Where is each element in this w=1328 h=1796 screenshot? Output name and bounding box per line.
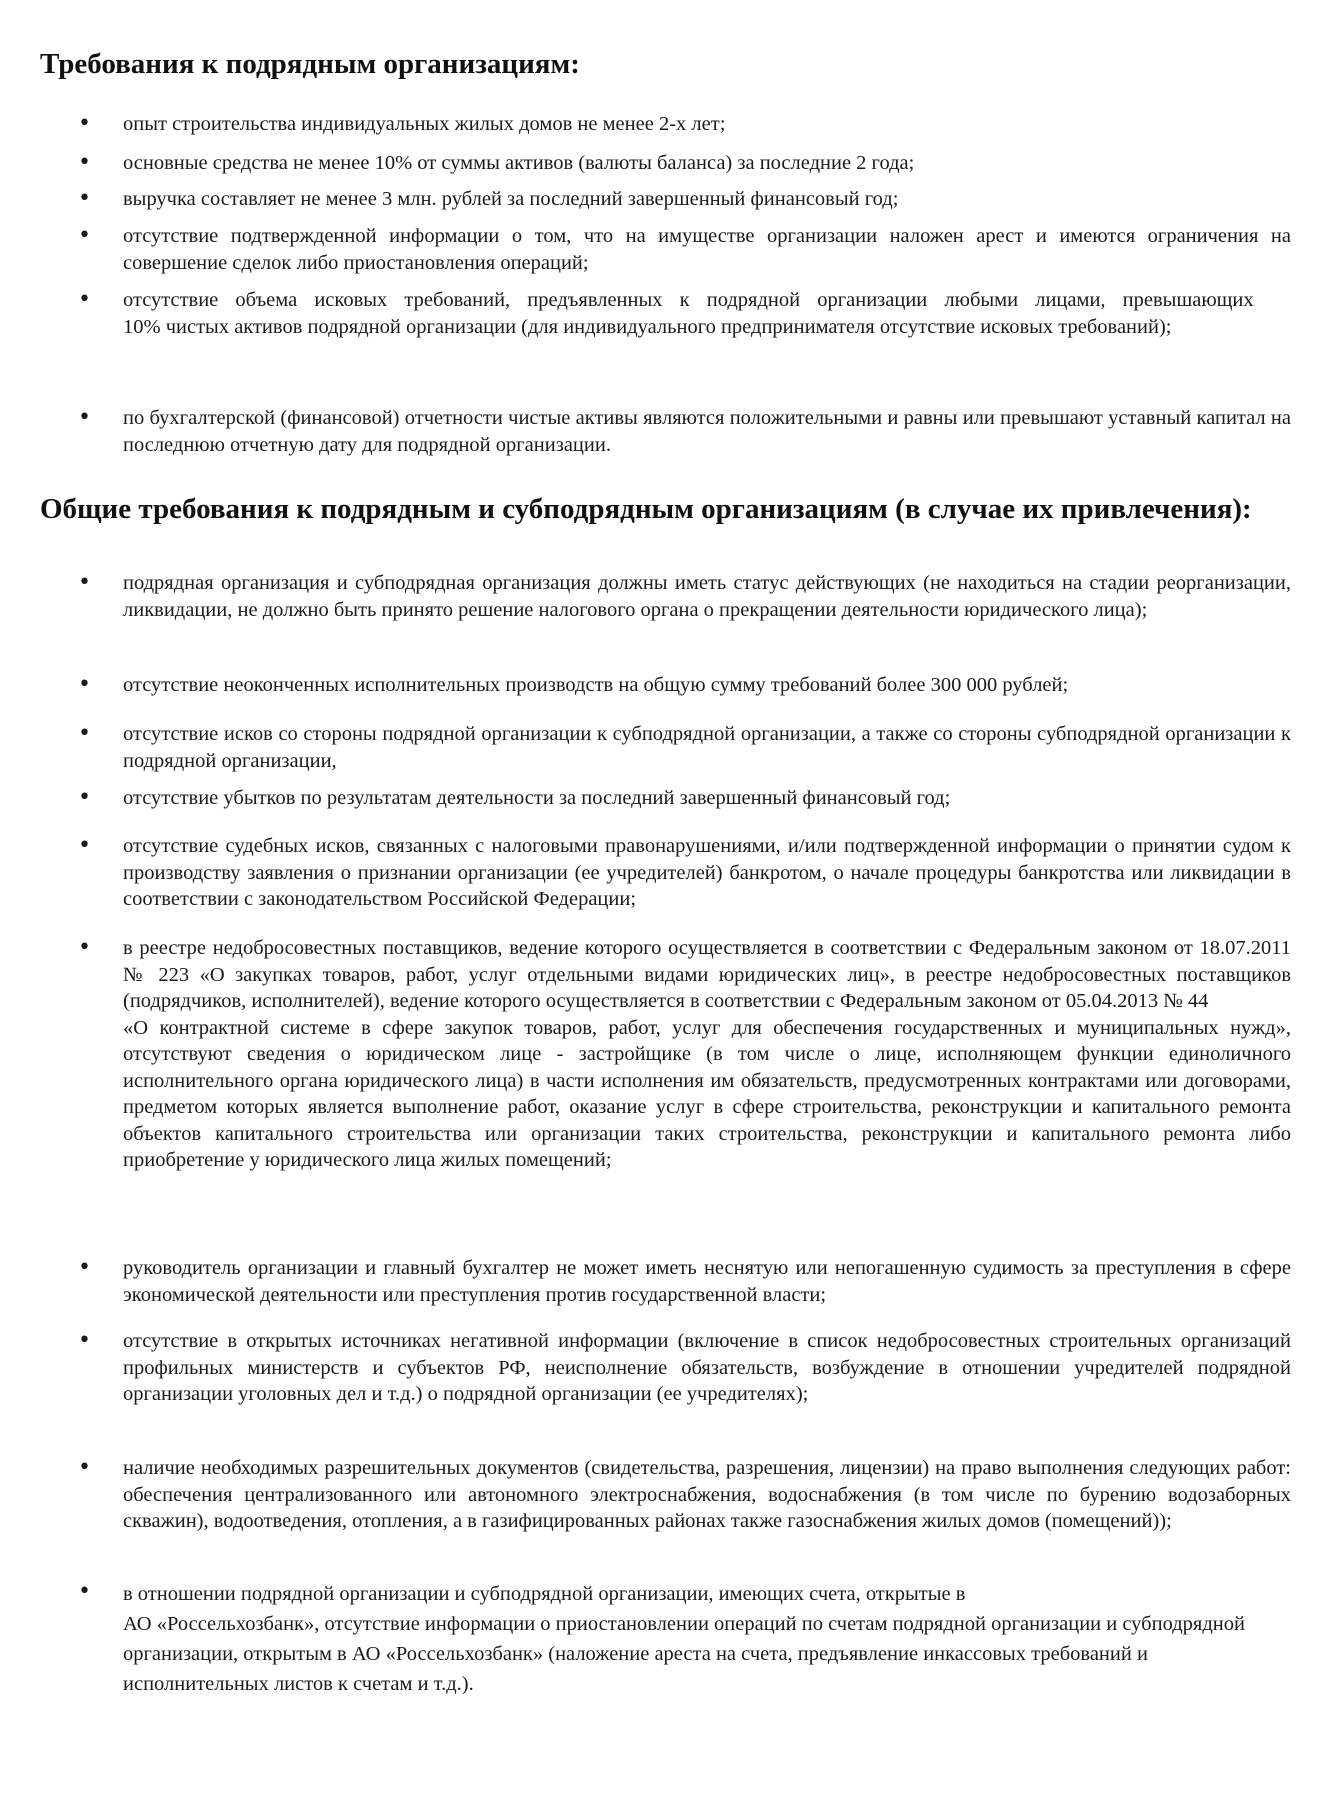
list-item-text xyxy=(123,223,1291,276)
list-item-line: отсутствие исков со стороны подрядной организации к субподрядной организации, а также со стороны субподрядной организации к подрядной организации, xyxy=(123,723,1291,772)
list-item-line: отсутствие судебных исков, связанных с налоговыми правонарушениями, и/или подтвержденной информации о принятии судом к производству заявления о признании организации (ее учредителей) банкротом, о начале процедуры банкротства или ликвидации в соответствии с законодательством Российской Федерации; xyxy=(123,835,1291,910)
list-item-line: отсутствие объема исковых требований, предъявленных к подрядной организации любыми лицами, превышающих xyxy=(123,289,1254,311)
bullet-icon: • xyxy=(78,785,91,810)
list-item-text xyxy=(123,570,1291,623)
bullet-icon: • xyxy=(78,287,91,312)
list-item-text xyxy=(123,935,1291,1174)
list-item-line: руководитель организации и главный бухгалтер не может иметь неснятую или непогашенную судимость за преступления в сфере экономической деятельности или преступления против государственной власти; xyxy=(123,1257,1291,1306)
bullet-icon: • xyxy=(78,672,91,697)
list-item-line: основные средства не менее 10% от суммы активов (валюты баланса) за последние 2 года; xyxy=(123,152,915,174)
bullet-icon: • xyxy=(78,405,91,430)
list-item-line: в отношении подрядной организации и субподрядной организации, имеющих счета, открытые в xyxy=(123,1583,966,1605)
list-item-line: в реестре недобросовестных поставщиков, ведение которого осуществляется в соответствии с Федеральным законом от 18.07.2011 № 223 «О закупках товаров, работ, услуг отдельными видами юридических лиц», в реестре недобросовестных поставщиков (подрядчиков, исполнителей), ведение которого осуществляется в соответствии с Федеральным законом от 05.04.2013 № 44 xyxy=(123,937,1291,1012)
list-item-line: по бухгалтерской (финансовой) отчетности чистые активы являются положительными и равны или превышают уставный капитал на последнюю отчетную дату для подрядной организации. xyxy=(123,407,1291,456)
bullet-icon: • xyxy=(78,721,91,746)
list-item-text xyxy=(123,1328,1291,1408)
section-1-heading: Требования к подрядным организациям: xyxy=(40,48,580,80)
list-item-text xyxy=(123,1255,1291,1308)
bullet-icon: • xyxy=(78,111,91,136)
list-item-text xyxy=(123,785,1291,812)
list-item-line: отсутствие в открытых источниках негативной информации (включение в список недобросовестных строительных организаций профильных министерств и субъектов РФ, неисполнение обязательств, возбуждение в отношении учредителей подрядной организации уголовных дел и т.д.) о подрядной организации (ее учредителях); xyxy=(123,1330,1291,1405)
bullet-icon: • xyxy=(78,935,91,960)
bullet-icon: • xyxy=(78,186,91,211)
list-item-text xyxy=(123,287,1291,340)
list-item-line: наличие необходимых разрешительных документов (свидетельства, разрешения, лицензии) на право выполнения следующих работ: обеспечения централизованного или автономного электроснабжения, водоснабжения (в том числе по бурению водозаборных скважин), водоотведения, отопления, а в газифицированных районах также газоснабжения жилых домов (помещений)); xyxy=(123,1457,1291,1532)
bullet-icon: • xyxy=(78,833,91,858)
section-2-heading: Общие требования к подрядным и субподрядным организациям (в случае их привлечения): xyxy=(40,493,1252,525)
list-item-text xyxy=(123,1455,1291,1535)
list-item-text xyxy=(123,150,1291,177)
list-item-text xyxy=(123,1579,1291,1699)
bullet-icon: • xyxy=(78,1255,91,1280)
list-item-line: АО «Россельхозбанк», отсутствие информации о приостановлении операций по счетам подрядной организации и субподрядной организации, открытым в АО «Россельхозбанк» (наложение ареста на счета, предъявление инкассовых требований и исполнительных листов к счетам и т.д.). xyxy=(123,1613,1245,1695)
bullet-icon: • xyxy=(78,1579,91,1604)
list-item-text xyxy=(123,186,1291,213)
list-item-text xyxy=(123,111,1291,138)
list-item-text xyxy=(123,672,1291,699)
list-item-line: отсутствие убытков по результатам деятельности за последний завершенный финансовый год; xyxy=(123,787,951,809)
list-item-line: отсутствие неоконченных исполнительных производств на общую сумму требований более 300 000 рублей; xyxy=(123,674,1069,696)
list-item-line: подрядная организация и субподрядная организация должны иметь статус действующих (не находиться на стадии реорганизации, ликвидации, не должно быть принято решение налогового органа о прекращении деятельности юридического лица); xyxy=(123,572,1291,621)
list-item-line: опыт строительства индивидуальных жилых домов не менее 2-х лет; xyxy=(123,113,726,135)
bullet-icon: • xyxy=(78,1455,91,1480)
list-item-text xyxy=(123,721,1291,774)
list-item-line: отсутствие подтвержденной информации о том, что на имуществе организации наложен арест и имеются ограничения на совершение сделок либо приостановления операций; xyxy=(123,225,1291,274)
list-item-line: выручка составляет не менее 3 млн. рублей за последний завершенный финансовый год; xyxy=(123,188,899,210)
bullet-icon: • xyxy=(78,223,91,248)
list-item-line: 10% чистых активов подрядной организации (для индивидуального предпринимателя отсутствие исковых требований); xyxy=(123,315,1172,338)
bullet-icon: • xyxy=(78,1328,91,1353)
list-item-line: «О контрактной системе в сфере закупок товаров, работ, услуг для обеспечения государственных и муниципальных нужд», отсутствуют сведения о юридическом лице - застройщике (в том числе о лице, исполняющем функции единоличного исполнительного органа юридического лица) в части исполнения им обязательств, предусмотренных контрактами или договорами, предметом которых является выполнение работ, оказание услуг в сфере строительства, реконструкции и капитального ремонта объектов капитального строительства или организации таких строительства, реконструкции и капитального ремонта либо приобретение у юридического лица жилых помещений; xyxy=(123,1016,1291,1171)
bullet-icon: • xyxy=(78,150,91,175)
bullet-icon: • xyxy=(78,570,91,595)
list-item-text xyxy=(123,405,1291,458)
list-item-text xyxy=(123,833,1291,913)
